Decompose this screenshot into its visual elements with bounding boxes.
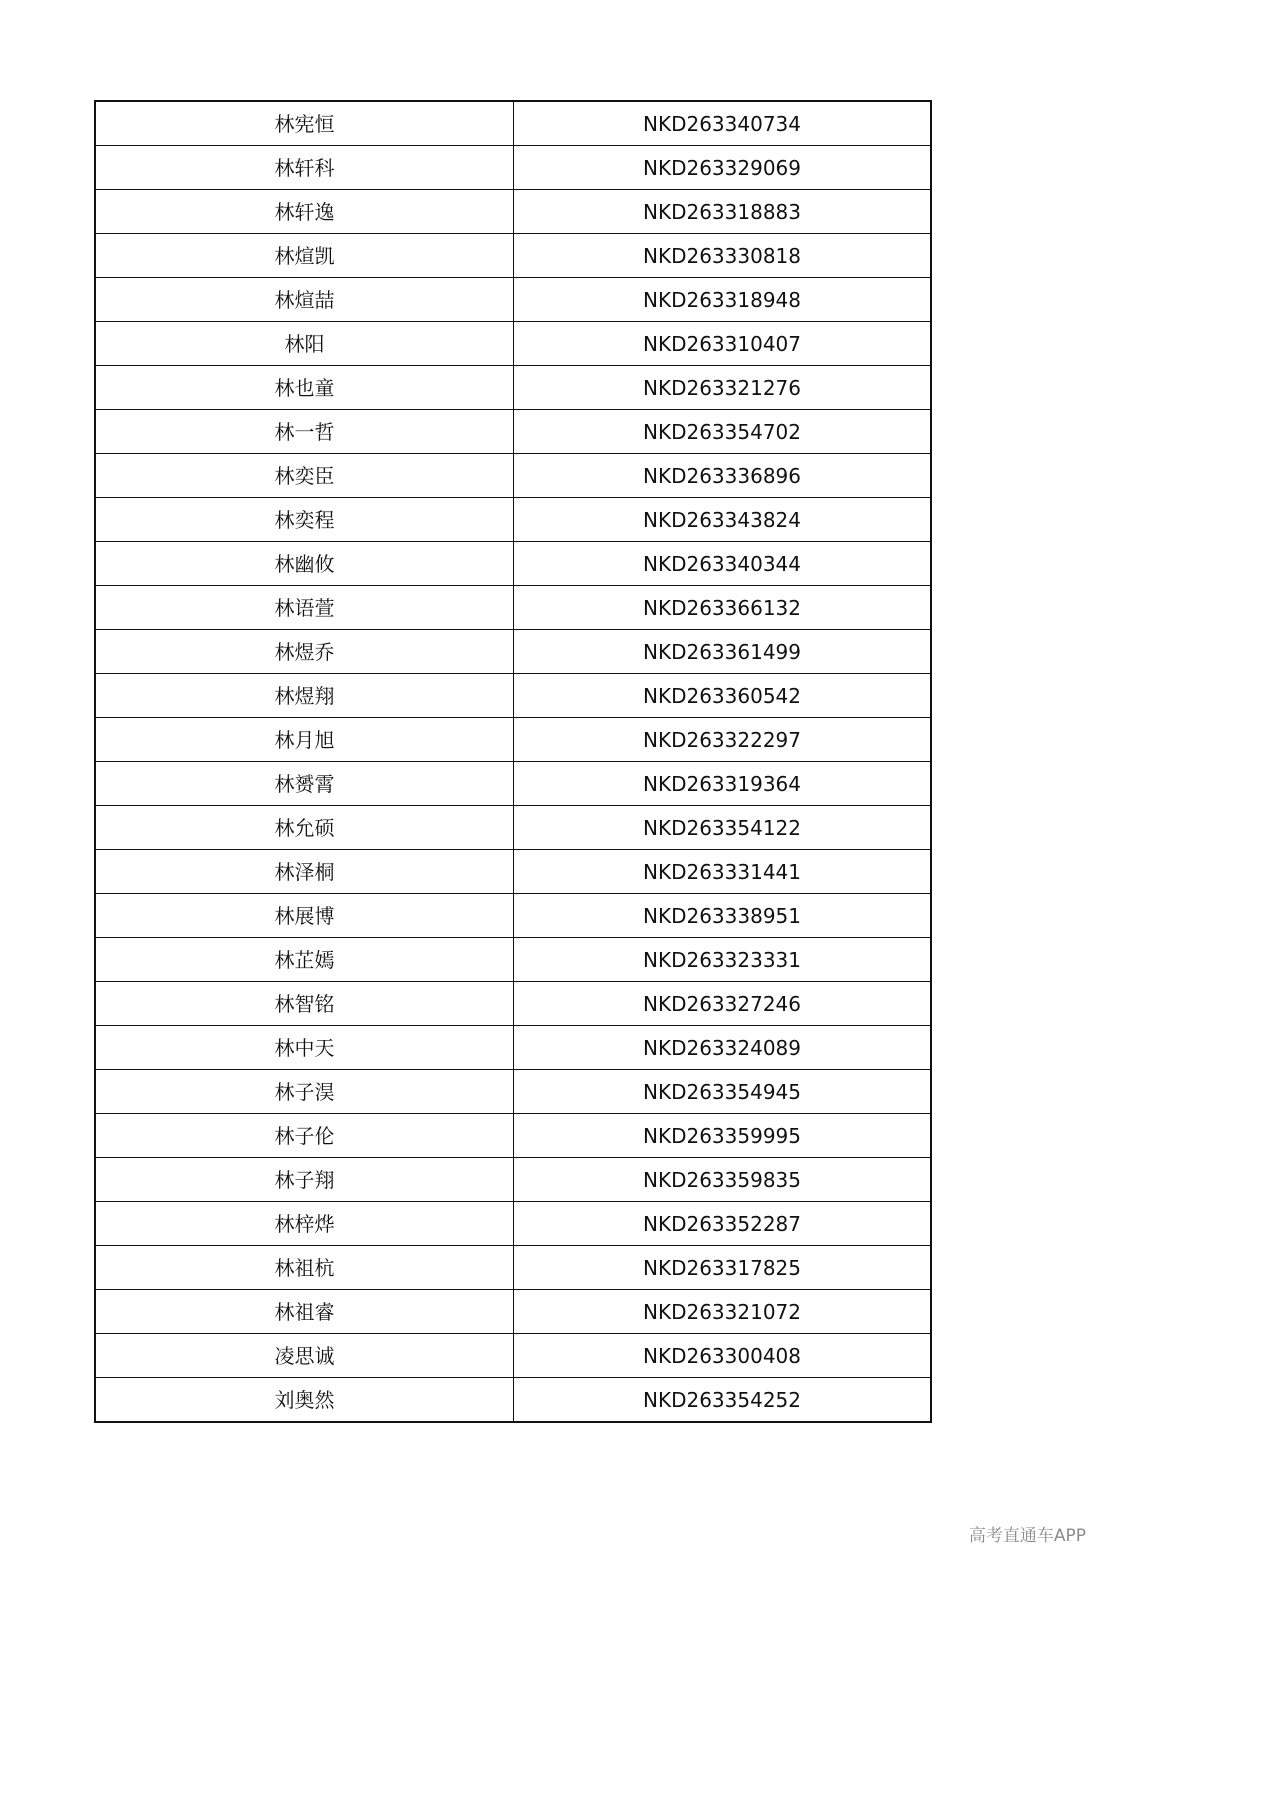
registration-number-cell: NKD263318883 [514,190,932,234]
table-row [95,718,931,762]
student-name-cell: 林泽桐 [95,850,514,894]
registration-number-cell: NKD263330818 [514,234,932,278]
registration-number-cell: NKD263338951 [514,894,932,938]
student-name-cell: 林中天 [95,1026,514,1070]
registration-number-cell: NKD263336896 [514,454,932,498]
registration-number-cell: NKD263354252 [514,1378,932,1423]
registration-number-cell: NKD263359835 [514,1158,932,1202]
table-row [95,674,931,718]
table-row [95,1334,931,1378]
student-name-cell: 林芷嫣 [95,938,514,982]
table-row [95,1246,931,1290]
student-name-cell: 林也童 [95,366,514,410]
table-row [95,101,931,146]
student-name-cell: 凌思诚 [95,1334,514,1378]
student-name-cell: 林煊凯 [95,234,514,278]
registration-number-cell: NKD263321072 [514,1290,932,1334]
student-name-cell: 林幽攸 [95,542,514,586]
registration-number-cell: NKD263318948 [514,278,932,322]
registration-number-cell: NKD263359995 [514,1114,932,1158]
registration-number-cell: NKD263354702 [514,410,932,454]
table-row [95,190,931,234]
student-name-cell: 林宪恒 [95,101,514,146]
table-row [95,850,931,894]
registration-number-cell: NKD263323331 [514,938,932,982]
student-name-cell: 林奕臣 [95,454,514,498]
student-name-cell: 林赟霄 [95,762,514,806]
student-name-cell: 林轩逸 [95,190,514,234]
registration-number-cell: NKD263324089 [514,1026,932,1070]
table-row [95,1290,931,1334]
registration-number-cell: NKD263319364 [514,762,932,806]
student-name-cell: 林祖睿 [95,1290,514,1334]
table-row [95,1158,931,1202]
table-row [95,1070,931,1114]
table-row [95,322,931,366]
roster-table [94,100,932,1423]
student-name-cell: 林煜翔 [95,674,514,718]
table-row [95,454,931,498]
registration-number-cell: NKD263352287 [514,1202,932,1246]
table-row [95,1202,931,1246]
registration-number-cell: NKD263310407 [514,322,932,366]
student-name-cell: 林月旭 [95,718,514,762]
student-name-cell: 林煊喆 [95,278,514,322]
student-name-cell: 林子淏 [95,1070,514,1114]
table-row [95,1026,931,1070]
student-name-cell: 林奕程 [95,498,514,542]
table-row [95,278,931,322]
student-name-cell: 林子翔 [95,1158,514,1202]
table-row [95,234,931,278]
student-name-cell: 林一哲 [95,410,514,454]
registration-number-cell: NKD263354122 [514,806,932,850]
student-name-cell: 林子伦 [95,1114,514,1158]
table-row [95,630,931,674]
student-name-cell: 林梓烨 [95,1202,514,1246]
registration-number-cell: NKD263321276 [514,366,932,410]
table-row [95,938,931,982]
registration-number-cell: NKD263327246 [514,982,932,1026]
roster-table-body [95,101,931,1422]
student-name-cell: 林语萱 [95,586,514,630]
student-name-cell: 林阳 [95,322,514,366]
student-name-cell: 林展博 [95,894,514,938]
table-row [95,806,931,850]
student-name-cell: 林允硕 [95,806,514,850]
table-row [95,586,931,630]
table-row [95,146,931,190]
student-name-cell: 林智铭 [95,982,514,1026]
registration-number-cell: NKD263300408 [514,1334,932,1378]
registration-number-cell: NKD263366132 [514,586,932,630]
table-row [95,982,931,1026]
registration-number-cell: NKD263329069 [514,146,932,190]
watermark-label: 高考直通车APP [968,1526,1086,1546]
registration-number-cell: NKD263322297 [514,718,932,762]
registration-number-cell: NKD263361499 [514,630,932,674]
registration-number-cell: NKD263331441 [514,850,932,894]
registration-number-cell: NKD263360542 [514,674,932,718]
registration-number-cell: NKD263340734 [514,101,932,146]
student-name-cell: 刘奥然 [95,1378,514,1423]
table-row [95,894,931,938]
table-row [95,762,931,806]
registration-number-cell: NKD263354945 [514,1070,932,1114]
registration-number-cell: NKD263343824 [514,498,932,542]
table-row [95,498,931,542]
table-row [95,1114,931,1158]
registration-number-cell: NKD263317825 [514,1246,932,1290]
registration-number-cell: NKD263340344 [514,542,932,586]
student-name-cell: 林轩科 [95,146,514,190]
table-row [95,1378,931,1423]
table-row [95,366,931,410]
student-name-cell: 林祖杭 [95,1246,514,1290]
table-row [95,410,931,454]
table-row [95,542,931,586]
student-name-cell: 林煜乔 [95,630,514,674]
